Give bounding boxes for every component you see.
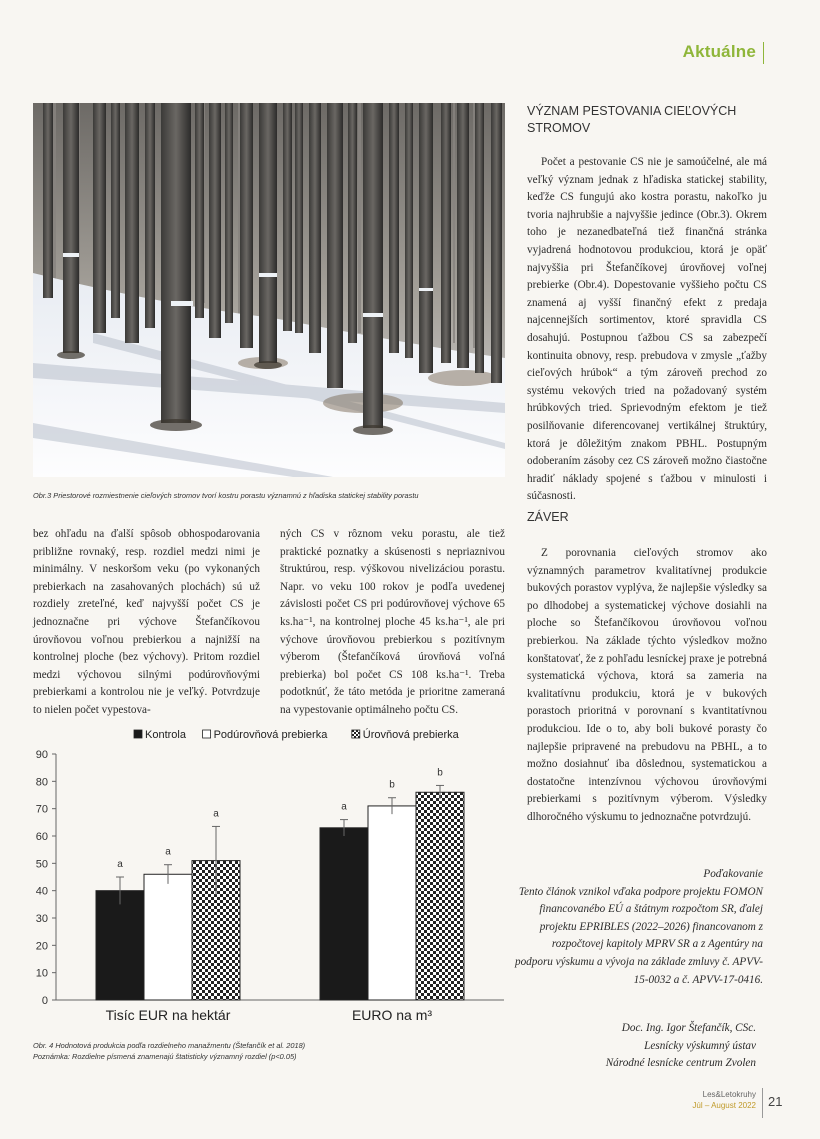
conclusion-text: Z porovnania cieľových stromov ako významných parametrov kvalitatívnej produkcie bukových porastov vyplýva, že najlepšie výsledky sa po dlhodobej a systematickej výchove dosiahli na ploche so Štefančíkovou úrovňovou voľnou prebierkou. Na základe týchto výsledkov možno konštatovať, že z pohľadu lesníckej praxe je potrebná systematická výchova, ktorá sa zameria na kvalitatívnu produkciu, ktorá je v bukových porastoch prioritná v porovnaní s kvantitatívnou produkciou. Ide o to, aby boli bukové porasty čo najlepšie pripravené na prebudovu na PBHL, a to možno dosiahnuť iba dôslednou, systematickou a dostatočne intenzívnou výchovou úrovňovými prebierkami s pozitívnym výberom. Výsledky dlhoročného výskumu to jednoznačne potvrdzujú. [527,547,767,823]
section-heading-conclusion: ZÁVER [527,510,569,524]
bar [320,828,368,1000]
conclusion-paragraph [527,545,767,827]
figure4-note: Poznámka: Rozdielne písmená znamenajú štatisticky významný rozdiel (p<0.05) [33,1051,297,1061]
magazine-name: Les&Letokruhy [702,1090,756,1099]
acknowledgement-text: Tento článok vznikol vďaka podpore projektu FOMON financovanébo EÚ a štátnym rozpočtom SR, ďalej projektu EPRIBLES (2022–2026) financovanom z rozpočtovej kapitoly MPRV SR a z Agentúry na podporu výskumu a vývoja na základe zmluvy č. APVV-15-0032 a č. APVV-17-0416. [514,885,763,986]
y-tick-label: 50 [35,858,48,871]
significance-letter: a [213,808,219,820]
section-label: Aktuálne [682,42,756,61]
left-column-text [33,526,260,720]
legend-swatch [134,730,142,738]
chart-bars [96,767,464,1000]
significance-letter: a [117,859,123,870]
section-heading-importance: VÝZNAM PESTOVANIA CIEĽOVÝCH STROMOV [527,104,737,135]
legend-label: Úrovňová prebierka [362,729,459,741]
legend-label: Kontrola [145,729,186,741]
y-tick-label: 10 [35,967,48,980]
y-tick-label: 30 [35,913,48,925]
legend-label: Podúrovňová prebierka [213,729,328,741]
bar [144,874,192,1000]
y-tick-label: 0 [41,995,48,1007]
bar [368,806,416,1000]
figure4-title: Obr. 4 Hodnotová produkcia podľa rozdielneho manažmentu (Štefančík et al. 2018) [33,1041,306,1050]
significance-letter: b [437,767,443,779]
importance-text: Počet a pestovanie CS nie je samoúčelné, ale má veľký význam jednak z hľadiska statickej stability, keďže CS fungujú ako kostra porastu, nakoľko ju tvoria najhrubšie a najvyššie jedince (Obr.3). Okrem toho je nezanedbateľná tiež finančná stránka vyjadrená hodnotovou produkciou, ktorá je opäť najvyššia pri Štefančíkovej úrovňovej voľnej prebierke (Obr.4). Dopestovanie vyššieho počtu CS znamená aj vyšší finančný efekt z predaja najcennejších sortimentov, ktoré spravidla CS dosahujú. Postupnou ťažbou CS sa zabezpečí kontinuita obnovy, resp. prebudova v zmysle „ťažby cieľových hrúbok“ a tým zároveň prechod zo systému vekových tried na požadovaný systém hrúbkových tried. Sprievodným efektom je tiež posilňovanie diferencovanej vertikálnej štruktúry, ktorá je dôležitým znakom PBHL. Postupným odoberaním zásoby cez CS zároveň možno čiastočne hradiť náklady spojené s ťažbou v minulosti i súčasnosti. [527,156,767,503]
y-tick-label: 20 [35,940,48,953]
footer-divider [762,1088,763,1118]
significance-letter: b [389,779,395,791]
category-label: Tisíc EUR na hektár [105,1007,231,1023]
photo-caption: Obr.3 Priestorové rozmiestnenie cieľových stromov tvorí kostru porastu významnú z hľadiska statickej stability porastu [33,491,419,500]
significance-letter: a [165,846,171,858]
y-tick-label: 80 [35,776,48,789]
author-center: Národné lesnícke centrum Zvolen [605,1057,756,1070]
value-production-chart [22,720,510,1040]
chart-legend [134,728,460,741]
middle-column-paragraph: ných CS v rôznom veku porastu, ale tiež praktické poznatky a skúsenosti s nepriaznivou štruktúrou, resp. výškovou nivelizáciou porastu. Napr. vo veku 100 rokov je podľa uvedenej závislosti počet CS pri podúrovňovej výchove 65 ks.ha⁻¹, na kontrolnej ploche 45 ks.ha⁻¹, ale pri výchove úrovňovou prebierkou s pozitívnym výberom (Štefančíková úrovňová voľná prebierka) bol počet CS 108 ks.ha⁻¹. Treba podotknúť, že táto metóda je prioritne zameraná na vypestovanie optimálneho počtu CS. [280,528,505,716]
middle-column-text [280,526,505,720]
bar [96,891,144,1000]
y-tick-label: 90 [35,749,48,761]
author-name: Doc. Ing. Igor Štefančík, CSc. [621,1022,756,1034]
section-divider [763,42,764,64]
importance-paragraph [527,154,767,506]
y-tick-label: 60 [35,831,48,843]
acknowledgement-title: Poďakovanie [703,868,763,880]
acknowledgement [513,866,763,989]
figure4-caption [33,1041,493,1062]
author-block [560,1020,756,1073]
legend-swatch [352,730,360,738]
legend-swatch [203,730,211,738]
y-tick-label: 70 [35,803,48,816]
issue-date: Júl – August 2022 [692,1101,756,1110]
page-number: 21 [768,1094,783,1109]
significance-letter: a [341,801,347,813]
author-institute: Lesnícky výskumný ústav [644,1039,756,1052]
y-tick-label: 40 [35,885,48,898]
bar [416,792,464,1000]
category-label: EURO na m³ [351,1007,433,1023]
left-column-paragraph: bez ohľadu na ďalší spôsob obhospodarovania približne rovnaký, resp. rozdiel medzi nimi je minimálny. V neskoršom veku (po vykonaných prebierkach na zasahovaných plochách) sú už rozdiely zreteľné, keď najvyšší počet CS je jednoznačne pri výchove Štefančíkovou úrovňovou voľnou prebierkou a najnižší na kontrolnej ploche (bez výchovy). Pritom rozdiel medzi výchovou silnými podúrovňovými prebierkami a kontrolou nie je veľký. Potvrdzuje to nielen počet vypestova- [33,528,260,716]
forest-photo [33,103,505,477]
